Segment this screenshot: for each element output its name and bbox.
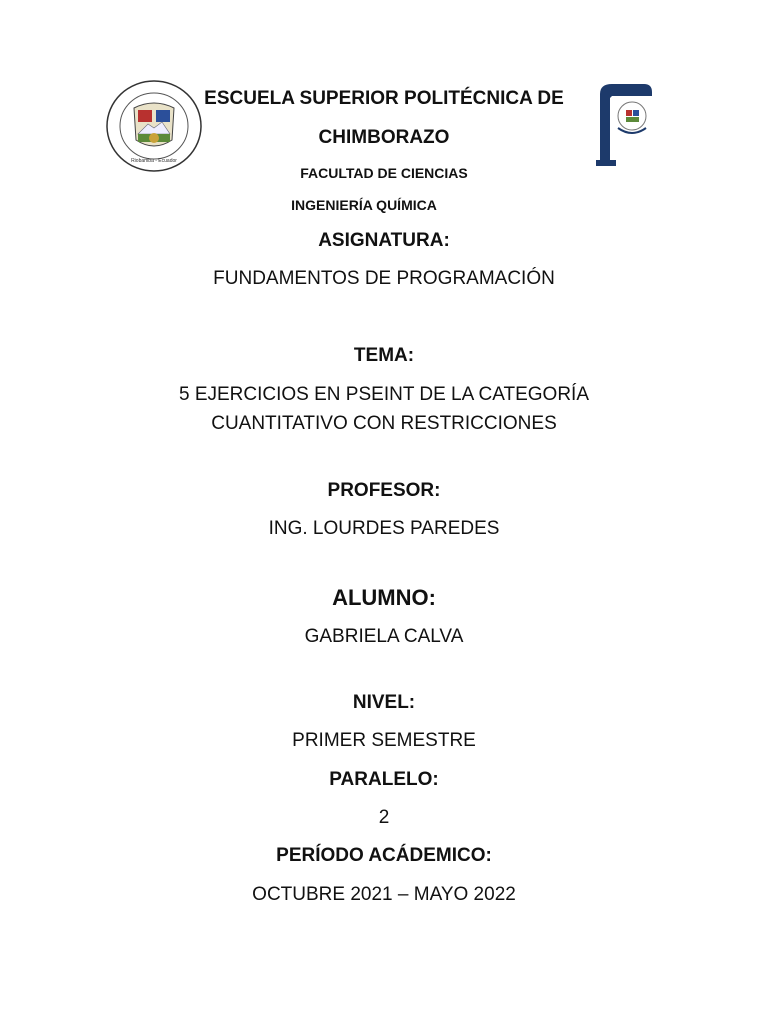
institution-name-line1: ESCUELA SUPERIOR POLITÉCNICA DE <box>204 88 564 109</box>
topic-line1: 5 EJERCICIOS EN PSEINT DE LA CATEGORÍA <box>178 384 589 405</box>
parallel-label: PARALELO: <box>329 769 439 790</box>
institution-name-line2: CHIMBORAZO <box>318 127 450 148</box>
subject-label: ASIGNATURA: <box>318 230 450 251</box>
period-label: PERÍODO ACÁDEMICO: <box>276 845 492 866</box>
period-value: OCTUBRE 2021 – MAYO 2022 <box>252 884 516 905</box>
level-label: NIVEL: <box>352 692 416 713</box>
topic-label: TEMA: <box>353 345 415 366</box>
subject-value: FUNDAMENTOS DE PROGRAMACIÓN <box>213 268 555 289</box>
topic-line2: CUANTITATIVO CON RESTRICCIONES <box>211 413 557 434</box>
parallel-value: 2 <box>378 807 390 828</box>
professor-value: ING. LOURDES PAREDES <box>268 518 500 539</box>
professor-label: PROFESOR: <box>327 480 441 501</box>
student-label: ALUMNO: <box>332 585 436 610</box>
svg-text:Riobamba - Ecuador: Riobamba - Ecuador <box>131 158 177 164</box>
faculty-name: FACULTAD DE CIENCIAS <box>300 165 468 181</box>
student-value: GABRIELA CALVA <box>304 626 464 647</box>
career-name: INGENIERÍA QUÍMICA <box>291 197 437 213</box>
level-value: PRIMER SEMESTRE <box>292 730 476 751</box>
